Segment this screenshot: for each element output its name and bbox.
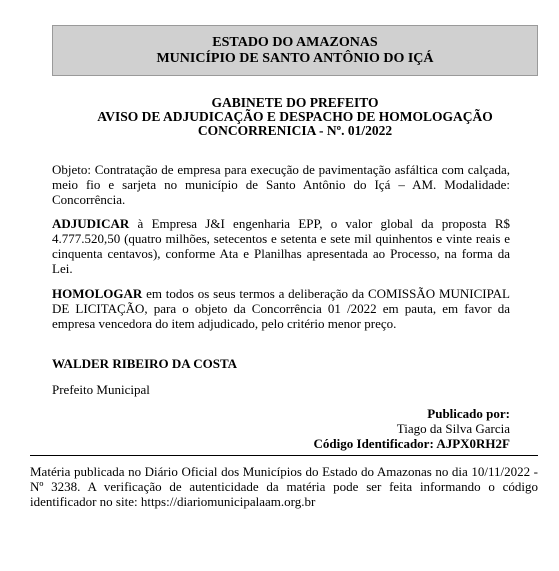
homologar-label: HOMOLOGAR	[52, 286, 143, 301]
document-title	[52, 96, 538, 138]
header-municipality: MUNICÍPIO DE SANTO ANTÔNIO DO IÇÁ	[156, 50, 434, 66]
header-box	[52, 25, 538, 76]
publisher-name: Tiago da Silva Garcia	[396, 421, 510, 436]
homologar-text: em todos os seus termos a deliberação da COMISSÃO MUNICIPAL DE LICITAÇÃO, para o objeto da Concorrência 01 /2022 em pauta, em favor da empresa vencedora do item adjudicado, pelo critério menor preço.	[52, 286, 510, 331]
adjudicar-paragraph	[52, 216, 510, 276]
footer-note: Matéria publicada no Diário Oficial dos Municípios do Estado do Amazonas no dia 10/11/2022 - Nº 3238. A verificação de autenticidade da matéria pode ser feita informando o código identificador no site: https://diariomunicipalaam.org.br	[30, 455, 538, 509]
objeto-paragraph: Objeto: Contratação de empresa para execução de pavimentação asfáltica com calçada, meio fio e sarjeta no município de Santo Antônio do Içá – AM. Modalidade: Concorrência.	[52, 162, 510, 207]
published-by-label: Publicado por:	[427, 406, 510, 421]
homologar-paragraph	[52, 286, 510, 331]
identifier-code	[314, 436, 510, 451]
publication-info	[314, 406, 510, 451]
header-state: ESTADO DO AMAZONAS	[212, 34, 378, 50]
signer-name: WALDER RIBEIRO DA COSTA	[52, 356, 238, 371]
identifier-value: AJPX0RH2F	[436, 436, 510, 451]
adjudicar-label: ADJUDICAR	[52, 216, 130, 231]
title-office: GABINETE DO PREFEITO	[211, 95, 379, 110]
title-notice: AVISO DE ADJUDICAÇÃO E DESPACHO DE HOMOLOGAÇÃO	[97, 109, 493, 124]
title-number: CONCORRENICIA - Nº. 01/2022	[197, 123, 393, 138]
signer-role: Prefeito Municipal	[52, 382, 150, 397]
identifier-label: Código Identificador:	[313, 436, 434, 451]
adjudicar-text: à Empresa J&I engenharia EPP, o valor global da proposta R$ 4.777.520,50 (quatro milhões, setecentos e setenta e sete mil quinhentos e vinte reais e cinquenta centavos), conforme Ata e Planilhas apresentada ao Processo, na forma da Lei.	[52, 216, 510, 276]
